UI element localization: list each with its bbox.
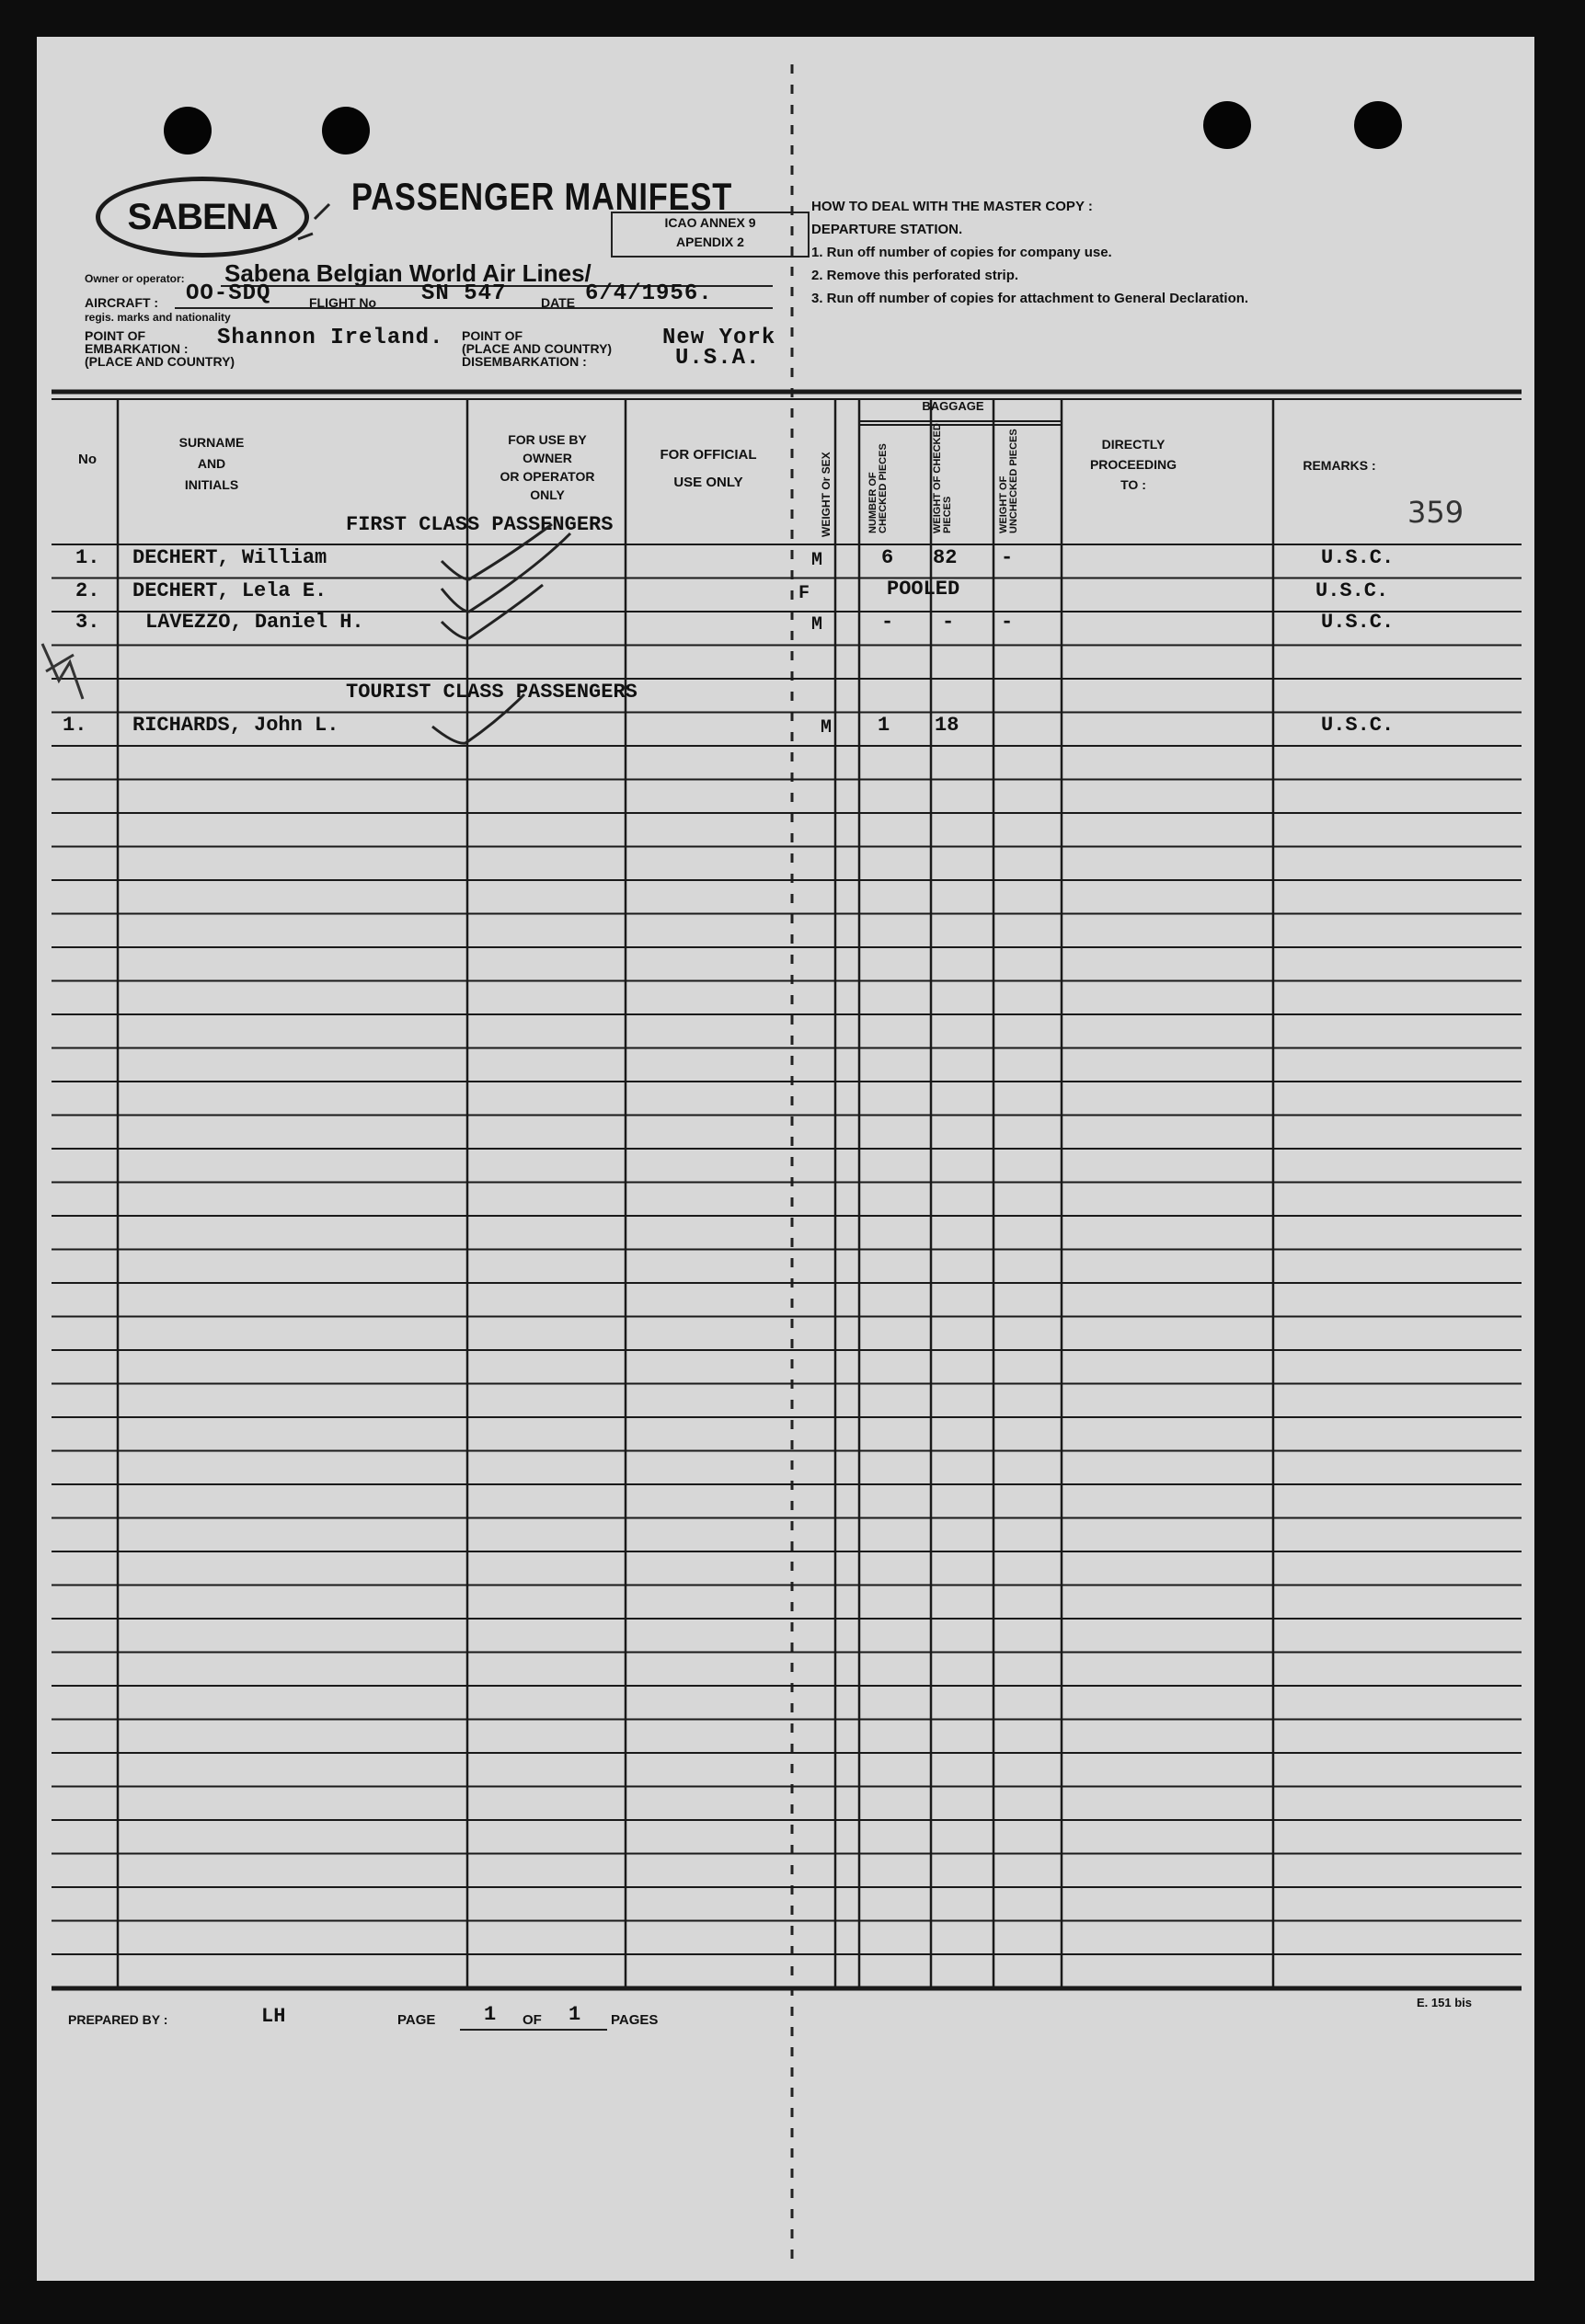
col-owner-use-line: OR OPERATOR bbox=[500, 469, 595, 484]
manifest-sheet bbox=[37, 37, 1534, 2281]
row-remarks: U.S.C. bbox=[1321, 546, 1395, 569]
date-value: 6/4/1956. bbox=[585, 281, 713, 306]
col-remarks-header: REMARKS : bbox=[1303, 458, 1376, 473]
row-pieces: - bbox=[881, 611, 894, 634]
instruction-item: 1. Run off number of copies for company use. bbox=[811, 245, 1112, 260]
col-official-line: USE ONLY bbox=[673, 475, 743, 490]
row-no: 1. bbox=[75, 546, 100, 569]
row-name: RICHARDS, John L. bbox=[132, 714, 339, 737]
form-code: E. 151 bis bbox=[1417, 1996, 1472, 2009]
row-pieces: 6 bbox=[881, 546, 894, 569]
owner-value: Sabena Belgian World Air Lines/ bbox=[224, 259, 592, 287]
page-label: PAGE bbox=[397, 2012, 436, 2028]
row-pieces: 1 bbox=[878, 714, 890, 737]
disembark-value-1: New York bbox=[662, 326, 776, 350]
embark-label-2: EMBARKATION : bbox=[85, 341, 189, 356]
row-no: 1. bbox=[63, 714, 87, 737]
check-marks bbox=[37, 37, 1534, 2281]
col-checked-weight-header: WEIGHT OF CHECKED PIECES bbox=[932, 423, 953, 533]
aircraft-sub-label: regis. marks and nationality bbox=[85, 311, 231, 324]
row-weight: - bbox=[942, 611, 955, 634]
date-label: DATE bbox=[541, 295, 576, 310]
instructions-title: HOW TO DEAL WITH THE MASTER COPY : bbox=[811, 199, 1093, 214]
row-weight: 18 bbox=[935, 714, 959, 737]
col-baggage-header: BAGGAGE bbox=[922, 399, 984, 413]
col-no-header: No bbox=[78, 452, 97, 467]
row-no: 2. bbox=[75, 579, 100, 602]
row-sex: M bbox=[811, 550, 823, 571]
col-proceeding-line: PROCEEDING bbox=[1089, 457, 1177, 472]
row-remarks: U.S.C. bbox=[1321, 611, 1395, 634]
row-sex: F bbox=[798, 583, 810, 604]
instructions-subtitle: DEPARTURE STATION. bbox=[811, 222, 963, 237]
embark-value: Shannon Ireland. bbox=[217, 326, 444, 350]
row-sex: M bbox=[821, 717, 833, 738]
page-underline bbox=[460, 2029, 607, 2031]
col-checked-number-header: NUMBER OF CHECKED PIECES bbox=[867, 443, 889, 533]
embark-label-3: (PLACE AND COUNTRY) bbox=[85, 354, 235, 369]
col-surname-line: INITIALS bbox=[184, 477, 239, 492]
flight-value: SN 547 bbox=[421, 281, 507, 306]
aircraft-value: OO-SDQ bbox=[186, 281, 271, 306]
icao-annex: ICAO ANNEX 9 bbox=[664, 215, 756, 230]
disembark-value-2: U.S.A. bbox=[675, 346, 761, 371]
row-remarks: U.S.C. bbox=[1315, 579, 1389, 602]
icao-appendix: APENDIX 2 bbox=[676, 235, 744, 249]
page-value: 1 bbox=[484, 2003, 497, 2026]
disembark-label-1: POINT OF bbox=[462, 328, 523, 343]
page-title: PASSENGER MANIFEST bbox=[351, 175, 733, 218]
col-owner-use-line: ONLY bbox=[530, 487, 565, 502]
prepared-label: PREPARED BY : bbox=[68, 2012, 168, 2027]
row-name: DECHERT, Lela E. bbox=[132, 579, 327, 602]
flight-label: FLIGHT No bbox=[309, 295, 377, 310]
col-surname-line: SURNAME bbox=[178, 435, 245, 450]
col-unchecked-weight-header: WEIGHT OF UNCHECKED PIECES bbox=[998, 429, 1019, 533]
owner-label: Owner or operator: bbox=[85, 272, 185, 285]
row-weight-pooled: POOLED bbox=[887, 578, 960, 601]
col-owner-use-line: OWNER bbox=[523, 451, 572, 465]
row-remarks: U.S.C. bbox=[1321, 714, 1395, 737]
col-proceeding-line: DIRECTLY bbox=[1101, 437, 1166, 452]
aircraft-label: AIRCRAFT : bbox=[85, 295, 159, 310]
col-owner-use-line: FOR USE BY bbox=[508, 432, 587, 447]
of-label: OF bbox=[523, 2012, 542, 2028]
disembark-label-3: DISEMBARKATION : bbox=[462, 354, 587, 369]
pages-label: PAGES bbox=[611, 2012, 659, 2028]
row-name: DECHERT, William bbox=[132, 546, 327, 569]
row-no: 3. bbox=[75, 611, 100, 634]
row-unchecked: - bbox=[1001, 546, 1014, 569]
prepared-value: LH bbox=[261, 2005, 286, 2028]
pages-value: 1 bbox=[569, 2003, 581, 2026]
col-proceeding-line: TO : bbox=[1120, 477, 1146, 492]
row-weight: 82 bbox=[933, 546, 958, 569]
tourist-class-heading: TOURIST CLASS PASSENGERS bbox=[346, 681, 637, 704]
first-class-heading: FIRST CLASS PASSENGERS bbox=[346, 513, 614, 536]
sabena-logo: SABENA bbox=[96, 177, 309, 258]
instruction-item: 2. Remove this perforated strip. bbox=[811, 268, 1019, 283]
row-unchecked: - bbox=[1001, 611, 1014, 634]
row-name: LAVEZZO, Daniel H. bbox=[145, 611, 364, 634]
col-official-line: FOR OFFICIAL bbox=[660, 447, 757, 463]
row-sex: M bbox=[811, 614, 823, 635]
embark-label-1: POINT OF bbox=[85, 328, 146, 343]
col-weight-sex-header: WEIGHT Or SEX bbox=[820, 452, 833, 537]
instruction-item: 3. Run off number of copies for attachment to General Declaration. bbox=[811, 291, 1249, 306]
annotation-number: 359 bbox=[1407, 495, 1464, 530]
col-surname-line: AND bbox=[197, 456, 226, 471]
disembark-label-2: (PLACE AND COUNTRY) bbox=[462, 341, 613, 356]
